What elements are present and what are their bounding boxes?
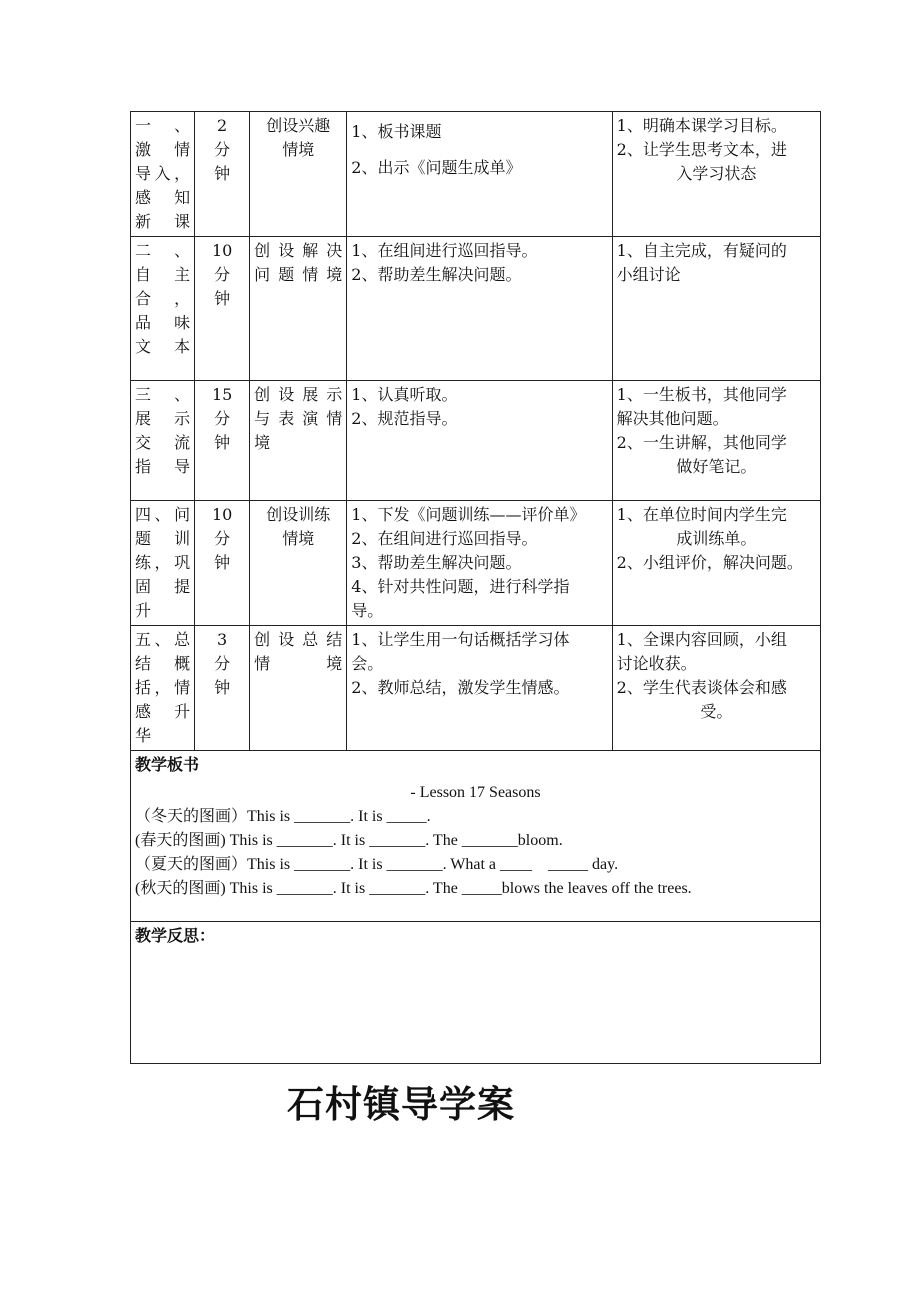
cell-line: 练，巩 <box>135 553 191 572</box>
cell-line: 分 <box>214 140 231 159</box>
cell-line: 1、自主完成，有疑问的 <box>616 241 787 260</box>
cell-line: 情境 <box>282 140 315 159</box>
plan-row <box>131 626 821 751</box>
board-line: （冬天的图画）This is _______. It is _____. <box>135 808 431 825</box>
cell-line: 括，情 <box>135 678 191 697</box>
cell-line: 情境 <box>254 654 343 673</box>
cell-line: 二、 <box>135 241 191 260</box>
lesson-plan-table <box>130 111 821 1064</box>
board-line: (秋天的图画) This is _______. It is _______. The _____blows the leaves off the trees. <box>135 880 692 897</box>
cell-line: 1、一生板书，其他同学 <box>616 385 787 404</box>
teacher-activity-cell <box>347 381 612 501</box>
cell-line: 感 升 <box>135 702 191 721</box>
time-cell <box>195 381 250 501</box>
cell-line: 情境 <box>282 529 315 548</box>
cell-line: 2、让学生思考文本，进 <box>616 140 787 159</box>
cell-line: 1、明确本课学习目标。 <box>616 116 787 135</box>
cell-line: 钟 <box>214 553 231 572</box>
scene-cell <box>250 626 347 751</box>
cell-line: 展 示 <box>135 409 191 428</box>
cell-line: 分 <box>214 409 231 428</box>
time-cell <box>195 626 250 751</box>
cell-line: 激情 <box>135 140 191 159</box>
scene-cell <box>250 381 347 501</box>
cell-line: 创设展示 <box>254 385 343 404</box>
cell-line: 指导 <box>135 457 191 476</box>
cell-line: 五、总 <box>135 630 191 649</box>
plan-row <box>131 237 821 381</box>
cell-line: 解决其他问题。 <box>616 409 729 428</box>
cell-line: 钟 <box>214 164 231 183</box>
cell-line: 会。 <box>351 654 384 673</box>
student-activity-cell <box>612 381 820 501</box>
cell-line: 成训练单。 <box>676 529 757 548</box>
reflection-row <box>131 922 821 1064</box>
cell-line: 创设总结 <box>254 630 343 649</box>
cell-line: 创设训练 <box>266 505 331 524</box>
board-line: （夏天的图画）This is _______. It is _______. What a ____ _____ day. <box>135 856 619 873</box>
cell-line: 2、教师总结，激发学生情感。 <box>351 678 570 697</box>
cell-line: 2 <box>217 116 228 135</box>
time-cell <box>195 112 250 237</box>
student-activity-cell <box>612 237 820 381</box>
cell-line: 境 <box>254 433 271 452</box>
plan-row <box>131 112 821 237</box>
cell-line: 创设解决 <box>254 241 343 260</box>
cell-line: 2、出示《问题生成单》 <box>351 158 522 177</box>
stage-cell <box>131 501 195 626</box>
student-activity-cell <box>612 626 820 751</box>
cell-line: 2、规范指导。 <box>351 409 458 428</box>
cell-line: 2、一生讲解，其他同学 <box>616 433 787 452</box>
cell-line: 题 训 <box>135 529 191 548</box>
cell-line: 三、 <box>135 385 191 404</box>
plan-row <box>131 501 821 626</box>
board-row <box>131 751 821 922</box>
teacher-activity-cell <box>347 237 612 381</box>
cell-line: 3 <box>217 630 228 649</box>
time-cell <box>195 501 250 626</box>
stage-cell <box>131 381 195 501</box>
cell-line: 一、 <box>135 116 191 135</box>
time-cell <box>195 237 250 381</box>
cell-line: 结 概 <box>135 654 191 673</box>
cell-line: 1、让学生用一句话概括学习体 <box>351 630 570 649</box>
plan-row <box>131 381 821 501</box>
cell-line: 做好笔记。 <box>676 457 757 476</box>
teacher-activity-cell <box>347 112 612 237</box>
cell-line: 2、帮助差生解决问题。 <box>351 265 522 284</box>
cell-line: 固 提 <box>135 577 191 596</box>
board-heading: 教学板书 <box>135 755 200 774</box>
cell-line: 感知 <box>135 188 191 207</box>
student-activity-cell <box>612 501 820 626</box>
cell-line: 自 主 <box>135 265 191 284</box>
scene-cell <box>250 112 347 237</box>
cell-line: 导入， <box>135 164 191 183</box>
board-line: (春天的图画) This is _______. It is _______. The _______bloom. <box>135 832 563 849</box>
cell-line: 1、在单位时间内学生完 <box>616 505 787 524</box>
cell-line: 升 <box>135 601 152 620</box>
cell-line: 10 <box>211 505 233 524</box>
cell-line: 导。 <box>351 601 384 620</box>
cell-line: 钟 <box>214 433 231 452</box>
cell-line: 1、认真听取。 <box>351 385 458 404</box>
cell-line: 文本 <box>135 337 191 356</box>
lesson-plan-sheet <box>130 111 820 1064</box>
cell-line: 问题情境 <box>254 265 343 284</box>
cell-line: 分 <box>214 529 231 548</box>
cell-line: 1、全课内容回顾，小组 <box>616 630 787 649</box>
cell-line: 2、在组间进行巡回指导。 <box>351 529 538 548</box>
cell-line: 合 ， <box>135 289 191 308</box>
teacher-activity-cell <box>347 501 612 626</box>
stage-cell <box>131 626 195 751</box>
cell-line: 华 <box>135 726 152 745</box>
cell-line: 1、在组间进行巡回指导。 <box>351 241 538 260</box>
cell-line: 小组讨论 <box>616 265 681 284</box>
cell-line: 新课 <box>135 212 191 231</box>
scene-cell <box>250 501 347 626</box>
cell-line: 1、下发《问题训练——评价单》 <box>351 505 586 524</box>
cell-line: 1、板书课题 <box>351 122 442 141</box>
cell-line: 分 <box>214 654 231 673</box>
footer-title: 石村镇导学案 <box>287 1083 515 1126</box>
reflection-heading: 教学反思： <box>135 926 216 945</box>
cell-line: 3、帮助差生解决问题。 <box>351 553 522 572</box>
cell-line: 2、学生代表谈体会和感 <box>616 678 787 697</box>
cell-line: 4、针对共性问题，进行科学指 <box>351 577 570 596</box>
cell-line: 创设兴趣 <box>266 116 331 135</box>
stage-cell <box>131 112 195 237</box>
cell-line: 四、问 <box>135 505 191 524</box>
teacher-activity-cell <box>347 626 612 751</box>
cell-line: 入学习状态 <box>676 164 757 183</box>
student-activity-cell <box>612 112 820 237</box>
stage-cell <box>131 237 195 381</box>
cell-line: 与表演情 <box>254 409 343 428</box>
board-lesson-title: - Lesson 17 Seasons <box>410 784 541 801</box>
cell-line: 钟 <box>214 678 231 697</box>
cell-line: 分 <box>214 265 231 284</box>
cell-line: 受。 <box>700 702 733 721</box>
cell-line: 品 味 <box>135 313 191 332</box>
cell-line: 2、小组评价，解决问题。 <box>616 553 803 572</box>
cell-line: 讨论收获。 <box>616 654 697 673</box>
cell-line: 钟 <box>214 289 231 308</box>
cell-line: 15 <box>211 385 233 404</box>
cell-line: 交 流 <box>135 433 191 452</box>
cell-line: 10 <box>211 241 233 260</box>
scene-cell <box>250 237 347 381</box>
